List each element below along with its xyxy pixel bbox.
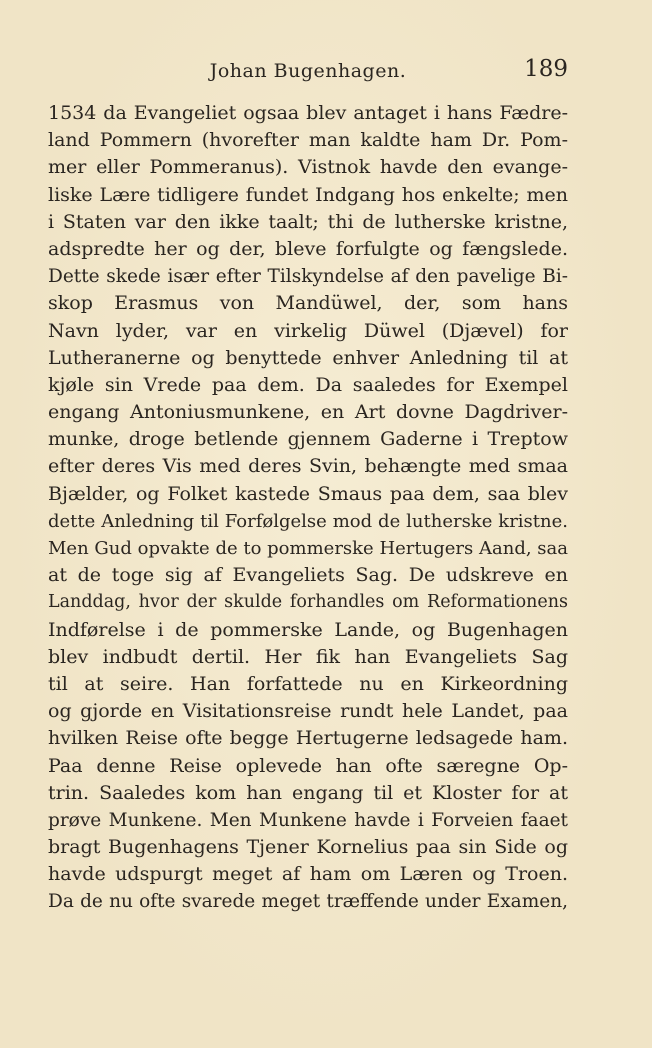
text-line: prøve Munkene. Men Munkene havde i Forveien faaet — [48, 809, 568, 831]
text-line: efter deres Vis med deres Svin, behængte med smaa — [48, 455, 568, 478]
text-line: skop Erasmus von Mandüwel, der, som hans — [48, 292, 568, 315]
text-line: bragt Bugenhagens Tjener Kornelius paa sin Side og — [48, 836, 568, 859]
text-line: trin. Saaledes kom han engang til et Kloster for at — [48, 781, 568, 804]
text-line: kjøle sin Vrede paa dem. Da saaledes for Exempel — [48, 373, 568, 396]
text-line: land Pommern (hvorefter man kaldte ham Dr. Pom- — [48, 129, 568, 152]
text-line: engang Antoniusmunkene, en Art dovne Dagdriver- — [48, 401, 568, 424]
text-line: og gjorde en Visitationsreise rundt hele Landet, paa — [48, 700, 568, 723]
text-line: munke, droge betlende gjennem Gaderne i Treptow — [48, 428, 568, 451]
text-line: liske Lære tidligere fundet Indgang hos enkelte; men — [48, 183, 568, 206]
text-line: at de toge sig af Evangeliets Sag. De udskreve en — [48, 564, 568, 587]
body-text — [48, 100, 568, 916]
text-line: i Staten var den ikke taalt; thi de lutherske kristne, — [48, 210, 568, 233]
page-number: 189 — [524, 56, 568, 82]
running-title: Johan Bugenhagen. — [209, 60, 407, 82]
text-line: hvilken Reise ofte begge Hertugerne ledsagede ham. — [48, 727, 568, 750]
text-line: Landdag, hvor der skulde forhandles om Reformationens — [48, 592, 568, 613]
text-line: Men Gud opvakte de to pommerske Hertugers Aand, saa — [48, 538, 568, 559]
text-line: Lutheranerne og benyttede enhver Anledning til at — [48, 346, 568, 369]
text-line: til at seire. Han forfattede nu en Kirkeordning — [48, 672, 568, 695]
text-line: havde udspurgt meget af ham om Læren og Troen. — [48, 863, 568, 886]
running-head — [48, 56, 568, 88]
text-line: Dette skede især efter Tilskyndelse af den pavelige Bi- — [48, 266, 568, 288]
text-line: mer eller Pommeranus). Vistnok havde den evange- — [48, 156, 568, 179]
text-line: dette Anledning til Forfølgelse mod de lutherske kristne. — [48, 510, 568, 532]
text-line: Paa denne Reise oplevede han ofte særegne Op- — [48, 754, 568, 777]
text-line: 1534 da Evangeliet ogsaa blev antaget i hans Fædre- — [48, 102, 568, 124]
text-line: Da de nu ofte svarede meget træffende under Examen, — [48, 891, 568, 913]
text-line: adspredte her og der, bleve forfulgte og fængslede. — [48, 237, 568, 260]
text-line: Bjælder, og Folket kastede Smaus paa dem, saa blev — [48, 482, 568, 505]
text-line: blev indbudt dertil. Her fik han Evangeliets Sag — [48, 645, 568, 668]
text-line: Indførelse i de pommerske Lande, og Bugenhagen — [48, 618, 568, 641]
text-line: Navn lyder, var en virkelig Düwel (Djævel) for — [48, 319, 568, 342]
